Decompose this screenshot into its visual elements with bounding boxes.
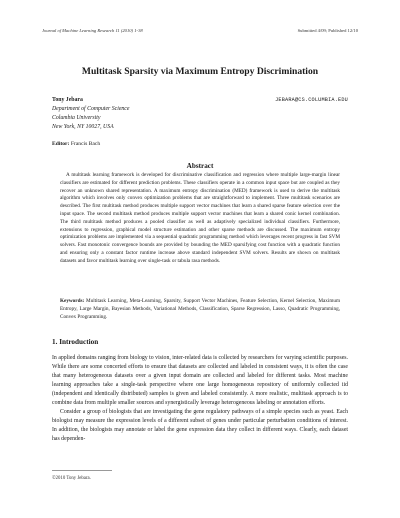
author-department: Department of Computer Science — [52, 106, 130, 112]
author-address: New York, NY 10027, USA — [52, 124, 114, 130]
paper-title: Multitask Sparsity via Maximum Entropy Discrimination — [81, 66, 319, 77]
abstract-heading: Abstract — [186, 162, 214, 170]
paragraph: In applied domains ranging from biology to vision, inter-related data is collected by researchers for varying scientific purposes. While there are some concerted efforts to ensure that datasets are collected and labeled in consistent ways, it is often the case that many heterogeneous datasets over a given input domain are collected and labeled for different tasks. Most machine learning approaches take a single-task perspective where one large homogeneous repository of uniformly collected iid (independent and identically distributed) samples is given and labeled consistently. A more realistic, multitask approach is to combine data from multiple smaller sources and synergistically leverage heterogeneous labeling or annotation efforts. — [52, 355, 348, 406]
editor-line — [52, 141, 100, 147]
submission-dates: Submitted 4/09; Published 12/10 — [297, 28, 358, 33]
abstract-text: A multitask learning framework is developed for discriminative classification and regression where multiple large-margin linear classifiers are estimated for different prediction problems. These classifiers operate in a common input space but are coupled as they recover an unknown shared representation. A maximum entropy discrimination (MED) framework is used to derive the multitask algorithm which involves only convex optimization problems that are straightforward to implement. Three multitask scenarios are described. The first multitask method produces multiple support vector machines that learn a shared sparse feature selection over the input space. The second multitask method produces multiple support vector machines that learn a shared conic kernel combination. The third multitask method produces a pooled classifier as well as adaptively specialized individual classifiers. Furthermore, extensions to regression, graphical model structure estimation and other sparse methods are discussed. The maximum entropy optimization problems are implemented via a sequential quadratic programming method which leverages recent progress in fast SVM solvers. Fast monotonic convergence bounds are provided by bounding the MED sparsifying cost function with a quadratic function and ensuring only a constant factor runtime increase above standard independent SVM solvers. Results are shown on multitask datasets and favor multitask learning over single-task or tabula rasa methods. — [60, 172, 340, 264]
body-text — [52, 354, 348, 444]
running-header — [42, 28, 358, 38]
editor-label: Editor: — [52, 141, 70, 147]
author-name: Tony Jebara — [52, 97, 83, 103]
author-email: JEBARA@CS.COLUMBIA.EDU — [275, 97, 348, 103]
paragraph: Consider a group of biologists that are investigating the gene regulatory pathways of a simple species such as yeast. Each biologist may measure the expression levels of a different subset of genes under particular perturbation conditions of interest. In addition, the biologists may annotate or label the gene expression data they collect in different ways. Clearly, each dataset has dependen- — [52, 409, 348, 442]
author-block — [52, 96, 348, 132]
author-university: Columbia University — [52, 115, 101, 121]
copyright-footer: ©2010 Tony Jebara. — [52, 476, 91, 481]
footnote-rule — [52, 470, 112, 471]
editor-name: Francis Bach — [70, 141, 101, 147]
keywords-list: Multitask Learning, Meta-Learning, Sparsity, Support Vector Machines, Feature Selection, Kernel Selection, Maximum Entropy, Large Margin, Bayesian Methods, Variational Methods, Classification, Sparse Regression, Lasso, Quadratic Programming, Convex Programming. — [60, 298, 340, 320]
keywords-label: Keywords: — [60, 298, 85, 304]
journal-citation: Journal of Machine Learning Research 11 (2010) 1-38 — [42, 28, 143, 33]
keywords — [60, 298, 340, 321]
section-heading: 1. Introduction — [52, 338, 99, 346]
